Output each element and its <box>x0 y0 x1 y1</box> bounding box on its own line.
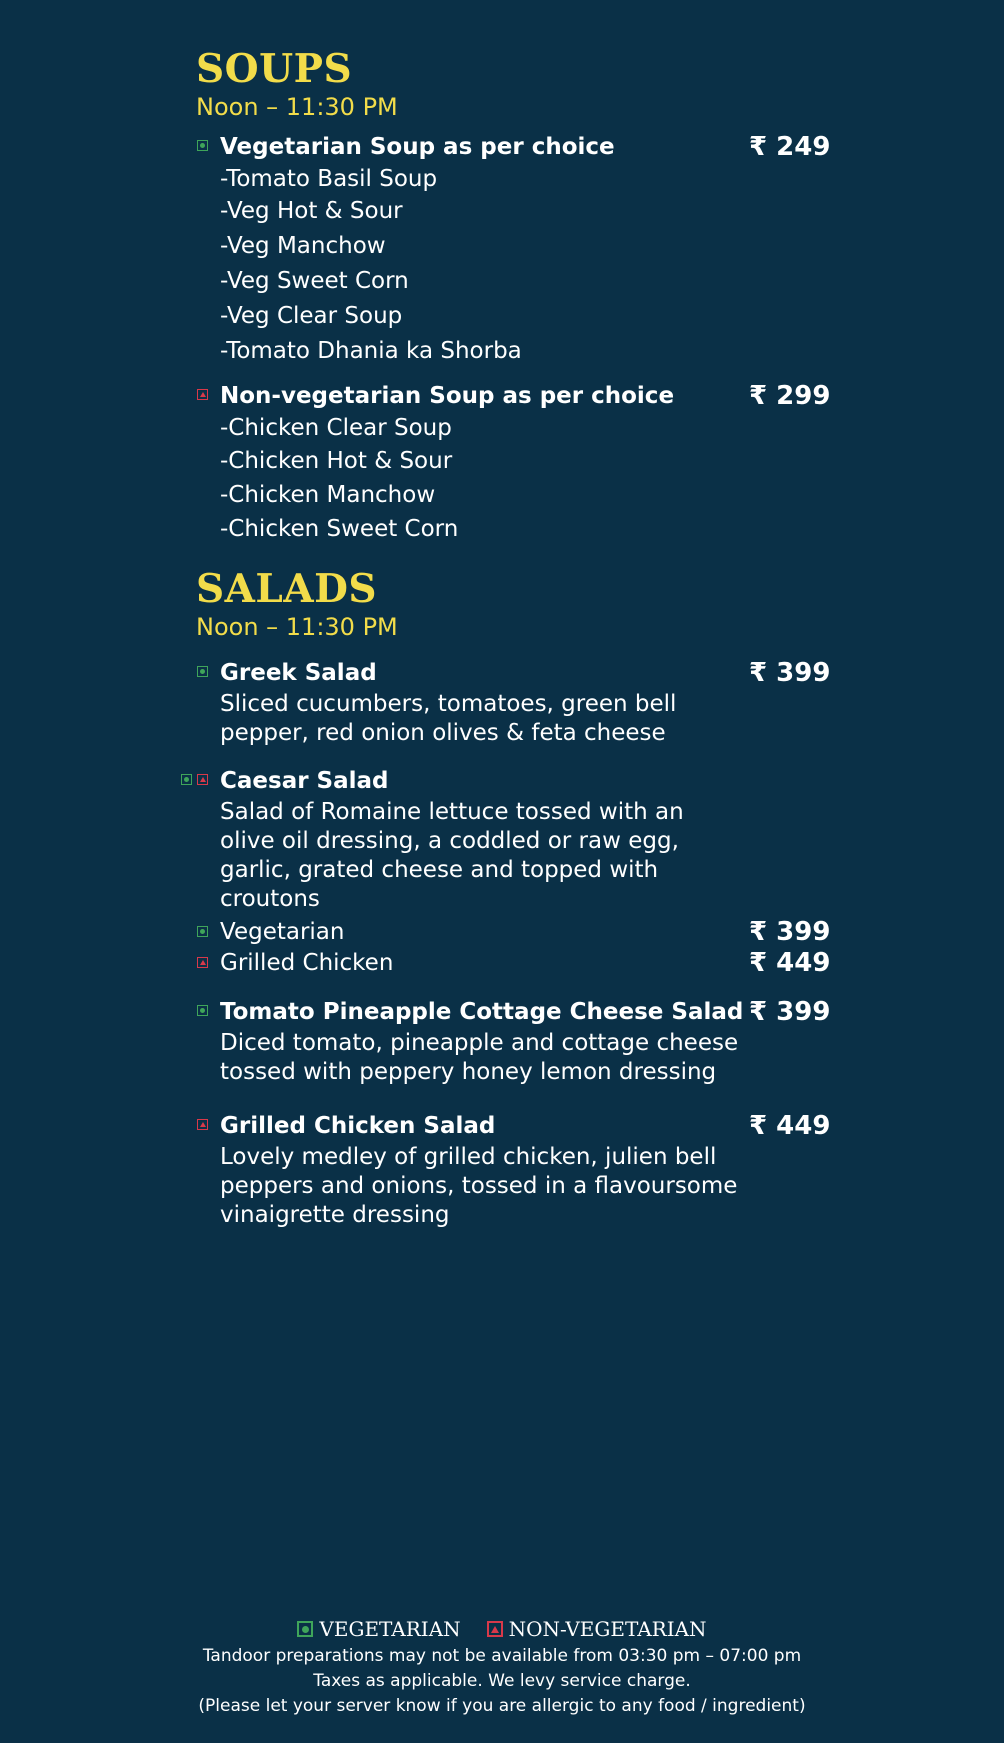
footer-note: Tandoor preparations may not be available from 03:30 pm – 07:00 pm <box>202 1646 802 1666</box>
soup-choice: -Chicken Hot & Sour <box>220 448 453 474</box>
item-name: Tomato Pineapple Cottage Cheese Salad <box>220 999 744 1025</box>
menu-item <box>196 764 836 979</box>
menu-item <box>196 1109 836 1230</box>
soup-choice: -Veg Hot & Sour <box>220 198 403 224</box>
veg-mark-icon <box>297 1621 313 1637</box>
veg-mark-icon <box>197 1005 208 1016</box>
legend <box>0 1614 1004 1644</box>
section-soups <box>196 46 836 546</box>
menu-item <box>196 379 836 546</box>
item-description: Salad of Romaine lettuce tossed with an olive oil dressing, a coddled or raw egg, garlic, grated cheese and topped with croutons <box>220 799 684 912</box>
soup-choice: -Veg Manchow <box>220 233 386 259</box>
item-variant <box>196 948 836 979</box>
veg-mark-icon <box>197 666 208 677</box>
veg-mark-icon <box>197 140 208 151</box>
item-price: ₹ 299 <box>749 381 831 411</box>
menu-item <box>196 995 836 1087</box>
variant-name: Grilled Chicken <box>220 950 394 976</box>
section-time: Noon – 11:30 PM <box>196 93 398 121</box>
variant-price: ₹ 449 <box>749 948 831 978</box>
menu-item <box>196 130 836 369</box>
non-veg-mark-icon <box>197 774 208 785</box>
item-price: ₹ 399 <box>749 658 831 688</box>
menu-item <box>196 656 836 748</box>
item-description: Sliced cucumbers, tomatoes, green bell pepper, red onion olives & feta cheese <box>220 691 677 746</box>
item-price: ₹ 249 <box>749 132 831 162</box>
non-veg-mark-icon <box>487 1621 503 1637</box>
footer <box>0 1614 1004 1719</box>
item-name: Grilled Chicken Salad <box>220 1113 496 1139</box>
footer-note: (Please let your server know if you are allergic to any food / ingredient) <box>198 1696 806 1716</box>
soup-choice: -Chicken Manchow <box>220 482 436 508</box>
item-variant <box>196 917 836 948</box>
item-price: ₹ 399 <box>749 997 831 1027</box>
soup-choice: -Chicken Clear Soup <box>220 415 452 441</box>
menu <box>196 46 836 1244</box>
item-name: Vegetarian Soup as per choice <box>220 134 615 160</box>
item-name: Greek Salad <box>220 660 377 686</box>
item-description: Lovely medley of grilled chicken, julien bell peppers and onions, tossed in a flavoursome vinaigrette dressing <box>220 1144 738 1228</box>
legend-veg-label: VEGETARIAN <box>319 1617 461 1641</box>
soup-choice: -Tomato Basil Soup <box>220 166 438 192</box>
section-salads <box>196 566 836 1230</box>
variant-name: Vegetarian <box>220 919 345 945</box>
item-description: Diced tomato, pineapple and cottage cheese tossed with peppery honey lemon dressing <box>220 1030 739 1085</box>
non-veg-mark-icon <box>197 389 208 400</box>
section-title: SOUPS <box>196 46 353 92</box>
section-title: SALADS <box>196 566 378 612</box>
legend-nonveg-label: NON-VEGETARIAN <box>508 1617 707 1641</box>
item-name: Non-vegetarian Soup as per choice <box>220 383 675 409</box>
soup-choice: -Veg Clear Soup <box>220 303 403 329</box>
item-price: ₹ 449 <box>749 1111 831 1141</box>
soup-choice: -Chicken Sweet Corn <box>220 516 459 542</box>
footer-note: Taxes as applicable. We levy service charge. <box>313 1671 691 1691</box>
item-name: Caesar Salad <box>220 768 389 794</box>
non-veg-mark-icon <box>197 957 208 968</box>
veg-mark-icon <box>197 926 208 937</box>
variant-price: ₹ 399 <box>749 917 831 947</box>
soup-choice: -Veg Sweet Corn <box>220 268 409 294</box>
non-veg-mark-icon <box>197 1119 208 1130</box>
soup-choice: -Tomato Dhania ka Shorba <box>220 338 522 364</box>
veg-mark-icon <box>181 774 192 785</box>
section-time: Noon – 11:30 PM <box>196 613 398 641</box>
